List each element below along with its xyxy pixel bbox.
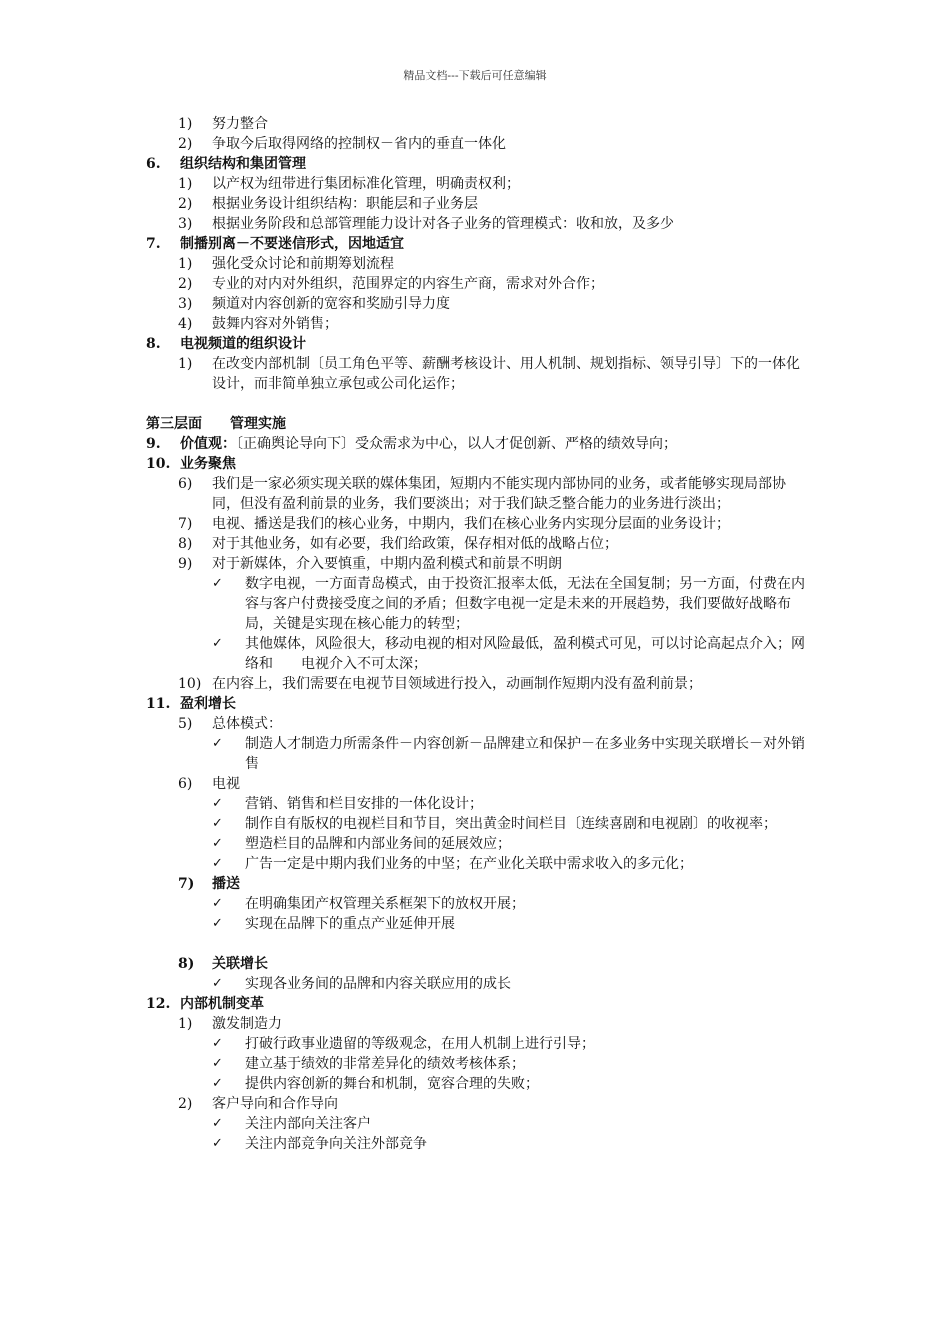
checkmark-icon: ✓ — [212, 856, 223, 871]
list-text: 营销、销售和栏目安排的一体化设计； — [245, 796, 483, 812]
checkmark-icon: ✓ — [212, 836, 223, 851]
list-item — [0, 974, 950, 994]
checkmark-icon: ✓ — [212, 1036, 223, 1051]
list-item — [0, 314, 950, 334]
list-number: 9) — [178, 556, 193, 572]
list-number: 2) — [178, 136, 193, 152]
section-heading — [0, 414, 950, 434]
list-number: 12. — [146, 996, 171, 1012]
page-header: 精品文档---下载后可任意编辑 — [403, 69, 547, 82]
list-item — [0, 874, 950, 894]
list-item — [0, 574, 950, 634]
list-item — [0, 1054, 950, 1074]
checkmark-icon: ✓ — [212, 796, 223, 811]
list-text: 电视、播送是我们的核心业务，中期内，我们在核心业务内实现分层面的业务设计； — [212, 516, 730, 532]
section-heading — [0, 334, 950, 354]
list-number: 3) — [178, 216, 193, 232]
list-number: 1) — [178, 1016, 193, 1032]
list-number: 2) — [178, 196, 193, 212]
list-number: 8) — [178, 956, 195, 972]
list-number: 2) — [178, 1096, 193, 1112]
list-number: 7) — [178, 516, 193, 532]
list-text: 提供内容创新的舞台和机制，宽容合理的失败； — [245, 1076, 539, 1092]
list-text: 制播别离－不要迷信形式，因地适宜 — [180, 236, 404, 252]
list-number: 10) — [178, 676, 202, 692]
list-number: 11. — [146, 696, 171, 712]
list-text: 鼓舞内容对外销售； — [212, 316, 338, 332]
list-number: 1) — [178, 176, 193, 192]
list-item — [0, 954, 950, 974]
list-number: 7. — [146, 236, 161, 252]
list-number: 7) — [178, 876, 195, 892]
list-number: 3) — [178, 296, 193, 312]
list-item — [0, 194, 950, 214]
list-item — [0, 534, 950, 554]
list-item — [0, 554, 950, 574]
list-item — [0, 274, 950, 294]
list-text: 建立基于绩效的非常差异化的绩效考核体系； — [245, 1056, 525, 1072]
list-text: 对于其他业务，如有必要，我们给政策，保存相对低的战略占位； — [212, 536, 618, 552]
list-text: 数字电视，一方面青岛模式，由于投资汇报率太低，无法在全国复制；另一方面，付费在内容与客户付费接受度之间的矛盾；但数字电视一定是未来的开展趋势，我们要做好战略布局，关键是实现在核心能力的转型； — [245, 576, 805, 632]
checkmark-icon: ✓ — [212, 1136, 223, 1151]
list-number: 8. — [146, 336, 161, 352]
list-item — [0, 914, 950, 934]
list-item — [0, 514, 950, 534]
list-text: 播送 — [212, 876, 240, 892]
list-text: 以产权为纽带进行集团标准化管理，明确责权利； — [212, 176, 520, 192]
list-number: 8) — [178, 536, 193, 552]
list-text: 制造人才制造力所需条件－内容创新－品牌建立和保护－在多业务中实现关联增长－对外销售 — [245, 736, 805, 772]
list-text: 盈利增长 — [180, 696, 236, 712]
list-item — [0, 354, 950, 394]
document-body — [0, 114, 950, 1154]
list-text: 内部机制变革 — [180, 996, 264, 1012]
list-item — [0, 1074, 950, 1094]
list-number: 6) — [178, 776, 193, 792]
list-text: 努力整合 — [212, 116, 268, 132]
blank-line — [0, 394, 950, 414]
list-number: 1) — [178, 356, 193, 372]
list-number: 1) — [178, 116, 193, 132]
list-item — [0, 674, 950, 694]
list-number: 2) — [178, 276, 193, 292]
inline-label: 价值观： — [180, 436, 236, 452]
list-number: 9. — [146, 436, 161, 452]
list-item — [0, 1094, 950, 1114]
checkmark-icon: ✓ — [212, 1116, 223, 1131]
list-text: 根据业务设计组织结构：职能层和子业务层 — [212, 196, 478, 212]
list-item — [0, 254, 950, 274]
list-text: 广告一定是中期内我们业务的中坚；在产业化关联中需求收入的多元化； — [245, 856, 693, 872]
section-heading — [0, 434, 950, 454]
list-text: 关注内部向关注客户 — [245, 1116, 371, 1132]
blank-line — [0, 934, 950, 954]
list-number: 1) — [178, 256, 193, 272]
section-heading — [0, 694, 950, 714]
section-heading — [0, 454, 950, 474]
list-text: 客户导向和合作导向 — [212, 1096, 338, 1112]
checkmark-icon: ✓ — [212, 896, 223, 911]
list-item — [0, 134, 950, 154]
list-item — [0, 854, 950, 874]
checkmark-icon: ✓ — [212, 1076, 223, 1091]
list-text: 激发制造力 — [212, 1016, 282, 1032]
list-number: 5) — [178, 716, 193, 732]
list-item — [0, 1114, 950, 1134]
checkmark-icon: ✓ — [212, 976, 223, 991]
list-item — [0, 214, 950, 234]
list-text: 制作自有版权的电视栏目和节目，突出黄金时间栏目〔连续喜剧和电视剧〕的收视率； — [245, 816, 777, 832]
list-text: 我们是一家必须实现关联的媒体集团，短期内不能实现内部协同的业务，或者能够实现局部协同，但没有盈利前景的业务，我们要淡出；对于我们缺乏整合能力的业务进行淡出； — [212, 476, 786, 512]
section-heading — [0, 154, 950, 174]
list-text: 电视 — [212, 776, 240, 792]
list-item — [0, 834, 950, 854]
list-item — [0, 814, 950, 834]
checkmark-icon: ✓ — [212, 636, 223, 651]
list-item — [0, 1014, 950, 1034]
list-text: 对于新媒体，介入要慎重，中期内盈利模式和前景不明朗 — [212, 556, 562, 572]
list-number: 4) — [178, 316, 193, 332]
list-item — [0, 1134, 950, 1154]
checkmark-icon: ✓ — [212, 576, 223, 591]
list-text: 〔正确舆论导向下〕受众需求为中心，以人才促创新、严格的绩效导向； — [236, 436, 677, 452]
list-text: 电视频道的组织设计 — [180, 336, 306, 352]
list-number: 6) — [178, 476, 193, 492]
list-text: 塑造栏目的品牌和内部业务间的延展效应； — [245, 836, 511, 852]
list-item — [0, 114, 950, 134]
list-text: 关联增长 — [212, 956, 268, 972]
list-text: 在改变内部机制〔员工角色平等、薪酬考核设计、用人机制、规划指标、领导引导〕下的一体化设计，而非简单独立承包或公司化运作； — [212, 356, 800, 392]
list-text: 业务聚焦 — [180, 456, 236, 472]
list-text: 在明确集团产权管理关系框架下的放权开展； — [245, 896, 525, 912]
list-item — [0, 714, 950, 734]
list-text: 打破行政事业遗留的等级观念，在用人机制上进行引导； — [245, 1036, 595, 1052]
list-text: 专业的对内对外组织，范围界定的内容生产商，需求对外合作； — [212, 276, 604, 292]
list-text: 实现各业务间的品牌和内容关联应用的成长 — [245, 976, 511, 992]
checkmark-icon: ✓ — [212, 816, 223, 831]
list-text: 在内容上，我们需要在电视节目领域进行投入，动画制作短期内没有盈利前景； — [212, 676, 702, 692]
list-number: 6. — [146, 156, 161, 172]
list-item — [0, 774, 950, 794]
list-item — [0, 174, 950, 194]
list-number: 10. — [146, 456, 171, 472]
checkmark-icon: ✓ — [212, 916, 223, 931]
list-text: 总体模式： — [212, 716, 282, 732]
list-text: 争取今后取得网络的控制权－省内的垂直一体化 — [212, 136, 506, 152]
list-text: 强化受众讨论和前期筹划流程 — [212, 256, 394, 272]
list-item — [0, 1034, 950, 1054]
list-text: 关注内部竞争向关注外部竞争 — [245, 1136, 427, 1152]
checkmark-icon: ✓ — [212, 1056, 223, 1071]
list-text: 第三层面 管理实施 — [146, 416, 286, 432]
list-text: 频道对内容创新的宽容和奖励引导力度 — [212, 296, 450, 312]
list-item — [0, 634, 950, 674]
list-text-wrapper — [180, 434, 810, 454]
section-heading — [0, 234, 950, 254]
list-item — [0, 294, 950, 314]
list-text: 组织结构和集团管理 — [180, 156, 306, 172]
section-heading — [0, 994, 950, 1014]
list-text: 实现在品牌下的重点产业延伸开展 — [245, 916, 455, 932]
list-item — [0, 794, 950, 814]
list-text: 根据业务阶段和总部管理能力设计对各子业务的管理模式：收和放，及多少 — [212, 216, 674, 232]
checkmark-icon: ✓ — [212, 736, 223, 751]
list-item — [0, 734, 950, 774]
list-item — [0, 894, 950, 914]
list-item — [0, 474, 950, 514]
list-text: 其他媒体，风险很大，移动电视的相对风险最低，盈利模式可见，可以讨论高起点介入；网络和 电视介入不可太深； — [245, 636, 805, 672]
